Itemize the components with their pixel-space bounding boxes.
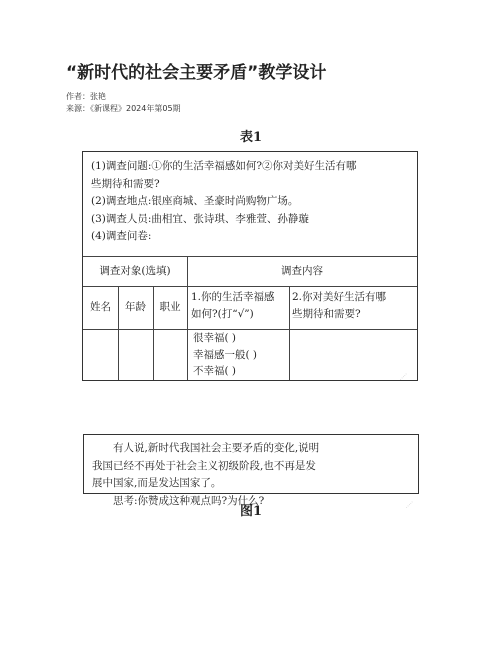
question-1-header [187,289,289,329]
author-line: 作者：张艳 [66,92,106,101]
question-2-header [289,289,417,329]
figure-caption: 图1 [239,504,263,519]
job-column-header: 职业 [159,301,181,313]
page-title: “新时代的社会主要矛盾”教学设计 [66,63,327,83]
survey-intro [83,152,417,256]
question-line: 思考:你赞成这种观点吗?为什么? [113,494,265,507]
option-very-happy: 很幸福( ) [193,332,237,344]
question-2-line: 些期待和需要? [292,308,361,320]
intro-line: (1)调查问题:①你的生活幸福感如何?②你对美好生活有哪 [91,160,357,172]
content-header: 调查内容 [281,264,323,277]
table-caption: 表1 [239,130,263,145]
intro-line: (4)调查问卷: [91,230,152,242]
quote-line: 我国已经不再处于社会主义初级阶段,也不再是发 [92,459,316,472]
option-average: 幸福感一般( ) [193,348,258,361]
quote-box [83,434,419,507]
question-2-line: 2.你对美好生活有哪 [292,291,387,303]
watermark: ····· [404,499,416,511]
watermark: ····· [398,371,410,383]
question-1-line: 1.你的生活幸福感 [191,291,275,303]
quote-line: 展中国家,而是发达国家了。 [92,477,222,489]
subject-header: 调查对象(选填) [99,264,171,277]
happiness-options [187,330,289,380]
source-line: 来源：《新课程》2024年第05期 [66,104,181,113]
name-column-header: 姓名 [90,301,111,313]
survey-table [82,151,418,381]
age-column-header: 年龄 [125,301,146,313]
question-1-line: 如何?(打“√”) [191,308,254,320]
quote-line: 有人说,新时代我国社会主要矛盾的变化,说明 [113,442,320,454]
intro-line: 些期待和需要? [91,177,160,190]
option-unhappy: 不幸福( ) [193,365,237,377]
intro-line: (3)调查人员:曲相宜、张诗琪、李雅萱、孙静璇 [91,212,309,225]
intro-line: (2)调查地点:银座商城、圣豪时尚购物广场。 [91,195,299,207]
